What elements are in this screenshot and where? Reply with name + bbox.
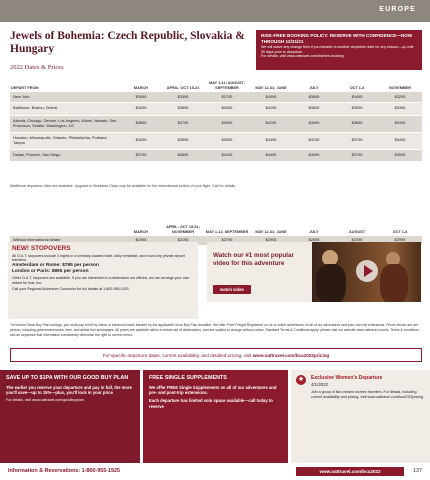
policy-heading: RISK-FREE BOOKING POLICY: RESERVE WITH CONFIDENCE—NOW THROUGH 12/31/21 <box>261 33 413 44</box>
price-cell: $3595 <box>162 132 204 149</box>
page-number: 137 <box>413 468 422 474</box>
pricing-link[interactable]: www.oattravel.com/bca2022pricing <box>252 353 330 358</box>
video-thumbnail[interactable] <box>312 242 421 302</box>
video-title: Watch our #1 most popular video for this adventure <box>213 252 294 267</box>
table-note: Additional departure cities are available. Upgrade to Business Class may be available for the international portion of your flight. Call for details. <box>10 184 237 188</box>
price-cell: $3995 <box>204 132 250 149</box>
price-cell: $3995 <box>204 115 250 132</box>
price-cell: $3895 <box>292 102 336 115</box>
single-supplement-box <box>143 370 288 463</box>
womens-departure-heading: Exclusive Women's Departure <box>311 375 383 381</box>
price-cell: $2195 <box>162 236 204 245</box>
risk-free-policy-box <box>256 30 422 70</box>
figure-body <box>316 264 346 302</box>
price-cell: $3095 <box>120 92 162 102</box>
table-header-row <box>10 80 422 92</box>
price-cell: $3795 <box>336 149 378 161</box>
price-cell: $3795 <box>336 132 378 149</box>
departure-city: Atlanta, Chicago, Denver, Los Angeles, Miami, Newark, San Francisco, Seattle, Washington, DC <box>10 115 120 132</box>
col-header: OCT 1-4 <box>392 229 408 234</box>
stopovers-intro: All O.A.T. stopovers include 3 nights in a centrally-located hotel, daily breakfast, and round-trip private airport transfers. <box>12 253 185 263</box>
page-title: Jewels of Bohemia: Czech Republic, Slovakia & Hungary <box>10 30 245 55</box>
col-header: NOVEMBER <box>389 85 411 90</box>
price-cell: $2695 <box>292 236 336 245</box>
good-buy-text: The earlier you reserve your departure and pay in full, the more you'll save—up to 15%—plus, you'll lock in your price <box>6 384 132 395</box>
stopover-price-london-paris: London or Paris: $895 per person <box>12 268 89 274</box>
col-header: MAY 1-11; AUGUST-SEPTEMBER <box>209 81 245 90</box>
table-row <box>10 115 422 132</box>
stopovers-other: Other O.A.T. stopovers are available. If you are interested in a destination not offered, we can arrange your own airfare for that, too. <box>12 276 190 285</box>
play-icon[interactable] <box>356 260 378 282</box>
good-buy-link[interactable]: For details, visit www.oattravel.com/goodbuyplan <box>6 398 84 403</box>
price-cell: $2795 <box>204 236 250 245</box>
row-label: Without international airfare <box>10 236 120 245</box>
table-row <box>10 102 422 115</box>
price-table-with-air <box>10 80 422 162</box>
price-cell: $3795 <box>162 115 204 132</box>
price-cell: $3395 <box>162 92 204 102</box>
col-header: MARCH <box>133 85 149 90</box>
price-cell: $3695 <box>292 92 336 102</box>
price-cell: $3595 <box>336 102 378 115</box>
departure-city: New York <box>10 92 120 102</box>
region-label: EUROPE <box>379 6 416 13</box>
stopovers-call: Call your Regional Adventure Counselor for full details at 1-800-955-1925. <box>12 286 130 291</box>
col-header <box>10 224 120 236</box>
price-cell: $3495 <box>120 102 162 115</box>
price-cell: $3795 <box>204 92 250 102</box>
stopovers-heading: NEW! STOPOVERS <box>12 245 71 252</box>
col-header: APRIL; OCT 15-31; NOVEMBER <box>166 225 200 234</box>
price-cell: $4495 <box>250 149 292 161</box>
figure-body <box>380 264 408 302</box>
page-subtitle: 2022 Dates & Prices <box>10 64 64 71</box>
terms-text: To receive Great Buy Plan savings, you must pay in full by check or electronic bank transfer by the applicable Good Buy Plan deadline. We offer Price Freight Registered on us of online adventures on all of our adventures and your own trip extensions. Prices shown are per person, including government taxes, fees, and airline fuel surcharges. All prices are available within a certain set of destinations, and are subject to change without notice. Standard Terms & Conditions apply; please visit our website www.oattravel.com/tc. Terms & conditions see air departure that information consistently otherwise the right to correct errors. <box>10 323 419 337</box>
table-row <box>10 92 422 102</box>
departure-city: Baltimore, Boston, Detroit <box>10 102 120 115</box>
price-cell: $3295 <box>378 92 422 102</box>
footer-website[interactable]: www.oattravel.com/bca2022 <box>296 467 404 476</box>
price-cell: $4295 <box>250 115 292 132</box>
departure-city: Houston, Minneapolis, Orlando, Philadelphia, Portland, Tampa <box>10 132 120 149</box>
price-cell: $4095 <box>250 92 292 102</box>
col-header: APRIL; OCT 15-21 <box>166 85 200 90</box>
price-cell: $3495 <box>378 132 422 149</box>
policy-link[interactable]: For details, visit www.oattravel.com/riskfree-booking <box>261 54 344 59</box>
price-cell: $3495 <box>120 132 162 149</box>
pricing-bar-text: For specific departure dates, current availability, and detailed pricing, visit <box>102 353 252 358</box>
col-header: JULY <box>309 229 319 234</box>
price-cell: $4095 <box>292 149 336 161</box>
price-cell: $4095 <box>204 102 250 115</box>
price-cell: $3695 <box>336 115 378 132</box>
table-row <box>10 132 422 149</box>
good-buy-heading: SAVE UP TO $1PA WITH OUR GOOD BUY PLAN <box>6 375 129 381</box>
departure-city: Dallas, Phoenix, San Diego <box>10 149 120 161</box>
good-buy-plan-box <box>0 370 140 463</box>
stopover-price-amsterdam-rome: Amsterdam or Rome: $795 per person <box>12 262 99 268</box>
price-cell: $3595 <box>378 149 422 161</box>
price-cell: $3895 <box>162 149 204 161</box>
price-cell: $3995 <box>292 115 336 132</box>
price-cell: $3895 <box>162 102 204 115</box>
header-bar <box>0 0 430 22</box>
price-cell: $4195 <box>292 132 336 149</box>
col-header: MAY 1-11; SEPTEMBER <box>205 229 249 234</box>
col-header: MAY 12-31; JUNE <box>255 229 287 234</box>
single-supplement-sub: Each departure has limited solo space available—call today to reserve <box>149 398 273 409</box>
col-header: DEPART FROM <box>11 85 39 90</box>
footer <box>0 464 430 480</box>
price-cell: $2995 <box>378 236 422 245</box>
star-icon: ★ <box>297 376 305 383</box>
price-cell: $4195 <box>250 102 292 115</box>
single-supplement-heading: FREE SINGLE SUPPLEMENTS <box>149 375 227 381</box>
col-header: OCT 1-4 <box>349 85 365 90</box>
single-supplement-text: We offer FREE Single Supplements on all of our adventures and pre- and post-trip extensions. <box>149 384 277 395</box>
price-cell: $3795 <box>120 149 162 161</box>
col-header: AUGUST <box>348 229 366 234</box>
price-cell: $3895 <box>120 115 162 132</box>
policy-text: We will waive any change fees if you transfer to another departure date for any reason—up until 30 days prior to departure. <box>261 45 414 54</box>
womens-departure-text: Join a group of like-minded women travelers. For details, including current availability and pricing, visit www.oattravel.com/bca2022pricing <box>311 390 424 399</box>
watch-video-button[interactable]: watch video <box>213 285 251 294</box>
col-header: JULY <box>309 85 319 90</box>
pricing-bar <box>10 348 422 362</box>
price-cell: $4195 <box>204 149 250 161</box>
womens-departure-date: 4/1/2022 <box>311 381 329 387</box>
price-cell: $4395 <box>250 132 292 149</box>
price-cell: $1995 <box>120 236 162 245</box>
stopovers-box <box>8 242 198 319</box>
price-cell: $3395 <box>378 102 422 115</box>
price-cell: $3495 <box>336 92 378 102</box>
table-row <box>10 149 422 161</box>
price-cell: $2995 <box>250 236 292 245</box>
womens-departure-box <box>291 370 430 463</box>
col-header: MAY 12-31; JUNE <box>255 85 287 90</box>
table-header-row <box>10 224 422 236</box>
footer-phone: Information & Reservations: 1-800-955-1925 <box>8 468 121 474</box>
col-header: MARCH <box>133 229 149 234</box>
video-promo <box>207 242 421 302</box>
price-cell: $3495 <box>378 115 422 132</box>
price-cell: $2395 <box>336 236 378 245</box>
